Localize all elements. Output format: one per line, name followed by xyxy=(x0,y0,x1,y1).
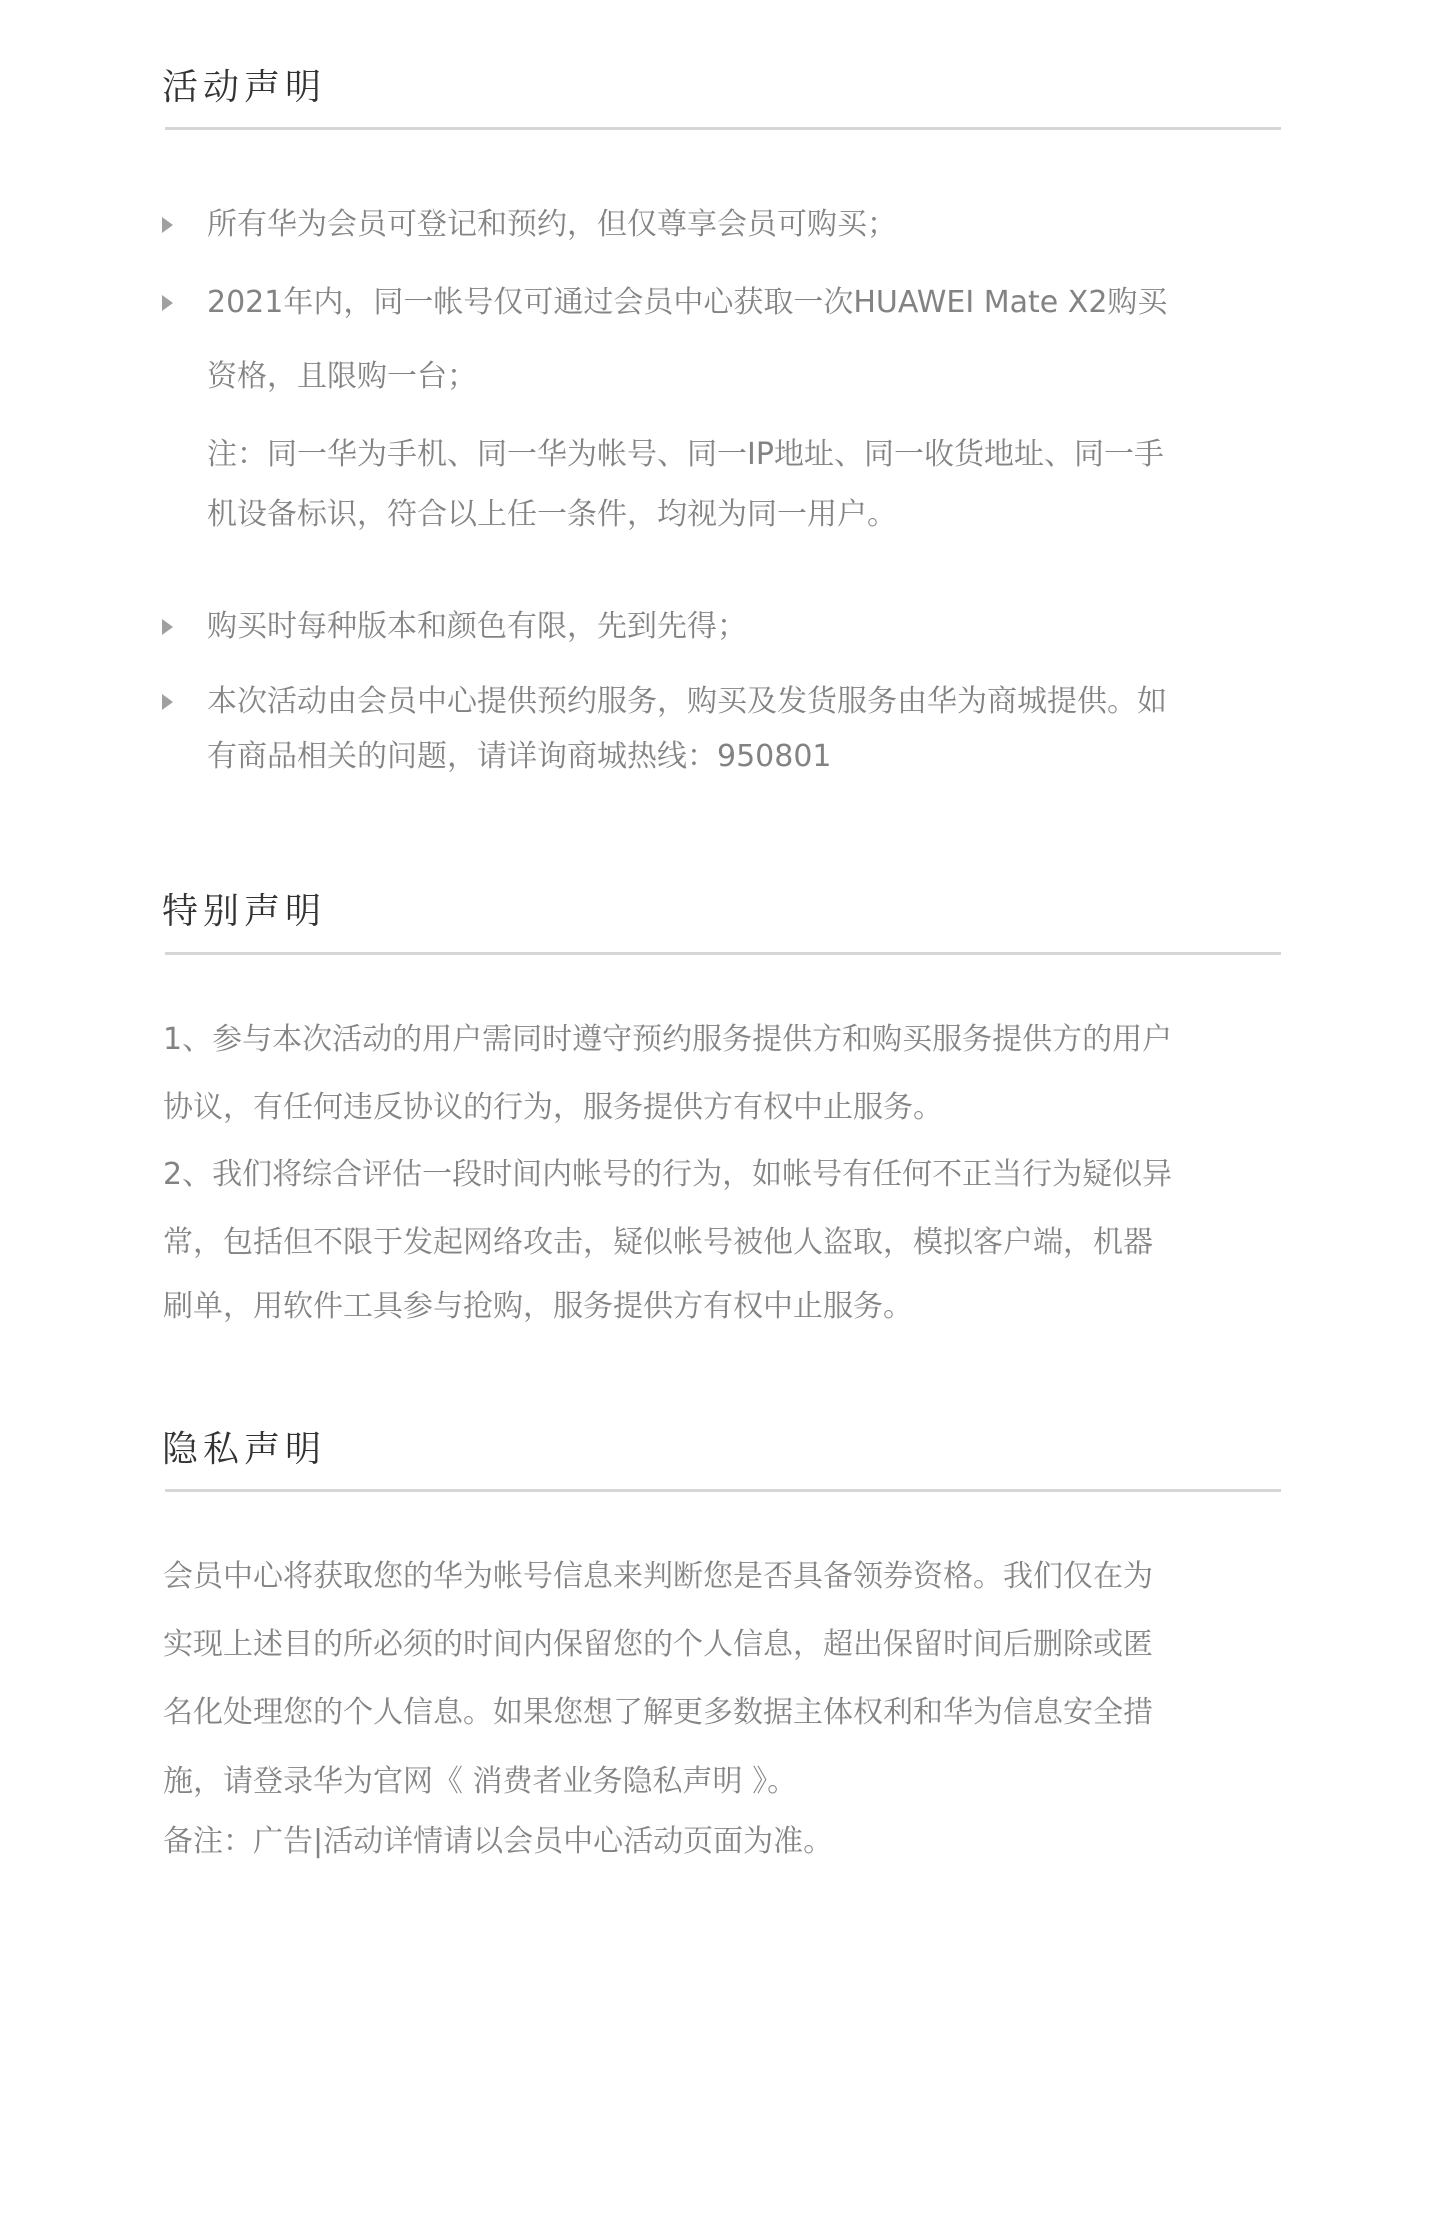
paragraph-line: 协议，有任何违反协议的行为，服务提供方有权中止服务。 xyxy=(163,1090,943,1125)
special-statement-heading: 特别声明 xyxy=(162,891,327,932)
triangle-bullet-icon xyxy=(162,295,173,311)
section-divider xyxy=(165,1489,1281,1492)
section-divider xyxy=(165,127,1281,130)
list-item-text: 2021年内，同一帐号仅可通过会员中心获取一次HUAWEI Mate X2购买 xyxy=(207,285,1168,320)
activity-statement-heading: 活动声明 xyxy=(162,67,327,108)
list-item-text: 有商品相关的问题，请详询商城热线：950801 xyxy=(207,739,832,774)
note-text: 注：同一华为手机、同一华为帐号、同一IP地址、同一收货地址、同一手 xyxy=(207,437,1164,472)
triangle-bullet-icon xyxy=(162,694,173,710)
paragraph-line: 刷单，用软件工具参与抢购，服务提供方有权中止服务。 xyxy=(163,1289,913,1324)
list-item-text: 资格，且限购一台； xyxy=(207,359,477,394)
privacy-statement-heading: 隐私声明 xyxy=(162,1429,327,1470)
list-item-text: 所有华为会员可登记和预约，但仅尊享会员可购买； xyxy=(207,207,897,242)
remark-text: 备注：广告|活动详情请以会员中心活动页面为准。 xyxy=(163,1824,834,1859)
note-text: 机设备标识，符合以上任一条件，均视为同一用户。 xyxy=(207,497,897,532)
paragraph-line: 实现上述目的所必须的时间内保留您的个人信息，超出保留时间后删除或匿 xyxy=(163,1627,1153,1662)
paragraph-line: 2、我们将综合评估一段时间内帐号的行为，如帐号有任何不正当行为疑似异 xyxy=(163,1157,1173,1192)
triangle-bullet-icon xyxy=(162,217,173,233)
paragraph-line: 常，包括但不限于发起网络攻击，疑似帐号被他人盗取，模拟客户端，机器 xyxy=(163,1225,1153,1260)
privacy-policy-link-line: 施，请登录华为官网《 消费者业务隐私声明 》。 xyxy=(163,1764,798,1799)
section-divider xyxy=(165,952,1281,955)
triangle-bullet-icon xyxy=(162,619,173,635)
paragraph-line: 会员中心将获取您的华为帐号信息来判断您是否具备领券资格。我们仅在为 xyxy=(163,1559,1153,1594)
paragraph-line: 名化处理您的个人信息。如果您想了解更多数据主体权利和华为信息安全措 xyxy=(163,1695,1153,1730)
list-item-text: 本次活动由会员中心提供预约服务，购买及发货服务由华为商城提供。如 xyxy=(207,684,1167,719)
list-item-text: 购买时每种版本和颜色有限，先到先得； xyxy=(207,609,747,644)
paragraph-line: 1、参与本次活动的用户需同时遵守预约服务提供方和购买服务提供方的用户 xyxy=(163,1022,1173,1057)
